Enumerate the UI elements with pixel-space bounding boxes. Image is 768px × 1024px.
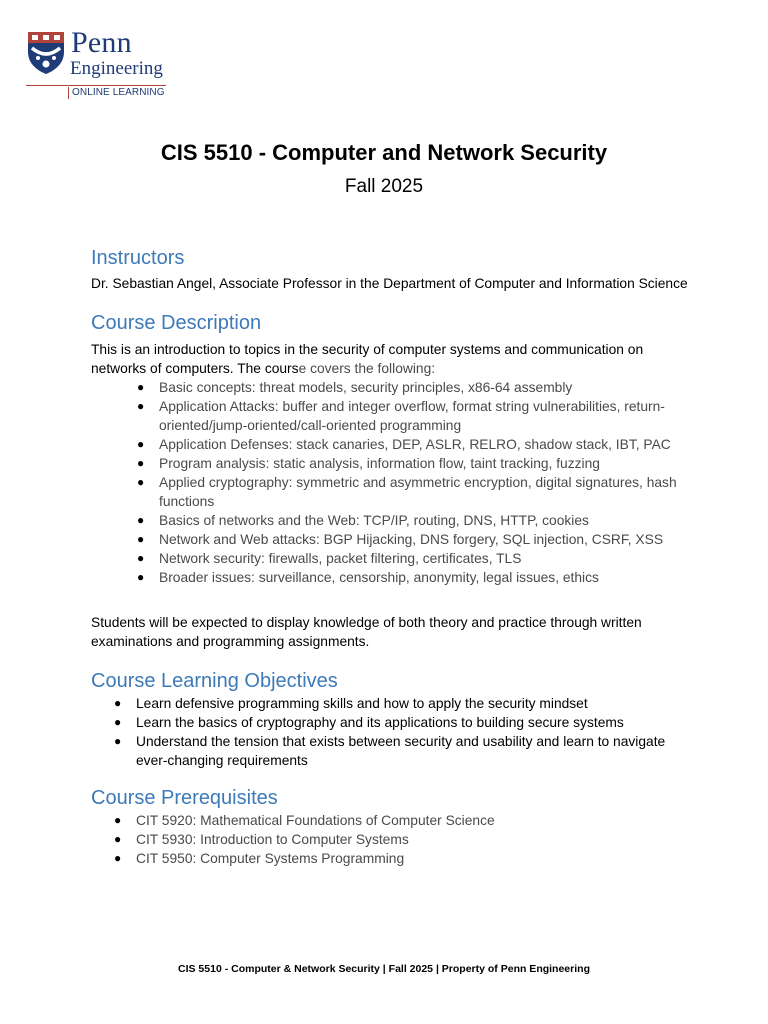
bullet-icon: ● [114,715,122,729]
topics-list [91,378,691,587]
bullet-icon: ● [137,456,145,470]
bullet-icon: ● [137,570,145,584]
prerequisites-heading: Course Prerequisites [91,787,278,809]
list-item: ● Program analysis: static analysis, information flow, taint tracking, fuzzing [137,456,600,471]
bullet-icon: ● [137,513,145,527]
objectives-list [91,694,691,770]
list-item: ● Learn the basics of cryptography and its applications to building secure systems [114,715,624,730]
prerequisites-list [91,811,691,868]
penn-shield-icon [26,30,66,76]
logo-engineering-text: Engineering [70,58,163,79]
course-description-intro-main: This is an introduction to topics in the security of computer systems and communication on networks of computers. The cours [91,342,644,376]
list-item: ● Learn defensive programming skills and how to apply the security mindset [114,696,588,711]
logo-online-learning-text: ONLINE LEARNING [68,87,165,99]
list-item: ● CIT 5950: Computer Systems Programming [114,851,405,866]
course-description-intro [91,340,691,378]
logo-divider [26,85,166,86]
list-item: ● Basic concepts: threat models, security principles, x86-64 assembly [137,380,573,395]
bullet-icon: ● [137,532,145,546]
penn-engineering-logo [26,28,168,100]
bullet-icon: ● [114,832,122,846]
course-description-heading: Course Description [91,312,262,334]
bullet-icon: ● [114,813,122,827]
bullet-icon: ● [137,437,145,451]
logo-penn-text: Penn [71,26,132,59]
instructors-text: Dr. Sebastian Angel, Associate Professor in the Department of Computer and Information Science [91,276,688,291]
list-item: ● Applied cryptography: symmetric and asymmetric encryption, digital signatures, hash functions [137,475,677,509]
list-item: ● CIT 5920: Mathematical Foundations of Computer Science [114,813,495,828]
course-title: CIS 5510 - Computer and Network Security [160,140,608,165]
course-term: Fall 2025 [344,176,424,197]
instructors-heading: Instructors [91,247,185,269]
bullet-icon: ● [114,851,122,865]
list-item: ● Network and Web attacks: BGP Hijacking, DNS forgery, SQL injection, CSRF, XSS [137,532,664,547]
bullet-icon: ● [114,696,122,710]
bullet-icon: ● [137,380,145,394]
course-description-closing: Students will be expected to display knowledge of both theory and practice through written examinations and programming assignments. [91,615,642,649]
list-item: ● Network security: firewalls, packet filtering, certificates, TLS [137,551,522,566]
learning-objectives-heading: Course Learning Objectives [91,670,338,692]
course-description-intro-tail: e covers the following: [298,361,436,376]
bullet-icon: ● [137,475,145,489]
list-item: ● CIT 5930: Introduction to Computer Systems [114,832,409,847]
syllabus-content [91,246,691,868]
list-item: ● Application Attacks: buffer and integer overflow, format string vulnerabilities, return-oriented/jump-oriented/call-oriented programming [137,399,665,433]
bullet-icon: ● [137,551,145,565]
bullet-icon: ● [114,734,122,748]
page-footer: CIS 5510 - Computer & Network Security | Fall 2025 | Property of Penn Engineering [178,963,590,975]
list-item: ● Understand the tension that exists between security and usability and learn to navigate ever-changing requirements [114,734,666,768]
list-item: ● Basics of networks and the Web: TCP/IP, routing, DNS, HTTP, cookies [137,513,589,528]
bullet-icon: ● [137,399,145,413]
list-item: ● Broader issues: surveillance, censorship, anonymity, legal issues, ethics [137,570,599,585]
list-item: ● Application Defenses: stack canaries, DEP, ASLR, RELRO, shadow stack, IBT, PAC [137,437,671,452]
